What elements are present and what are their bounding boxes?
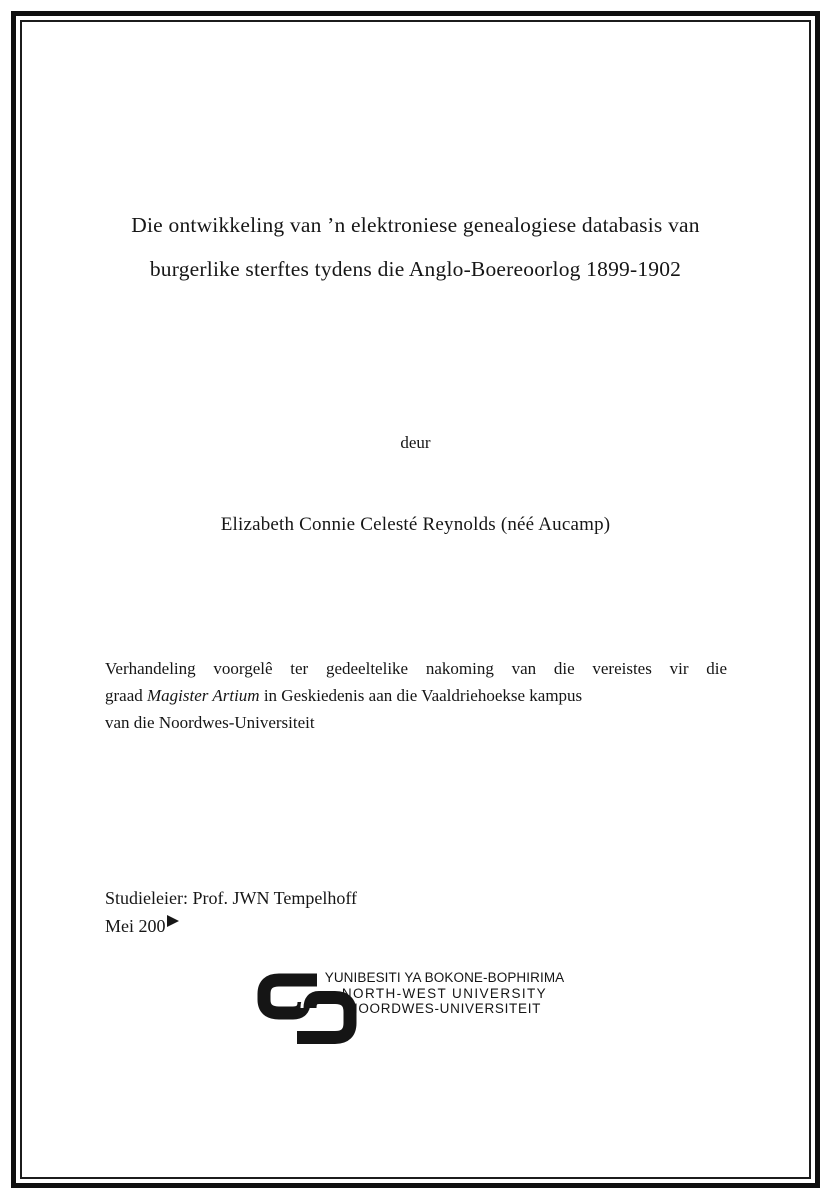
degree-statement-line2-prefix: graad: [105, 686, 148, 705]
degree-statement-line1: Verhandeling voorgelê ter gedeeltelike nakoming van die vereistes vir die: [105, 659, 727, 678]
logo-wordmark-setswana: YUNIBESITI YA BOKONE-BOPHIRIMA: [324, 970, 565, 985]
logo-wordmark: [313, 970, 577, 1017]
thesis-title-line2: burgerlike sterftes tydens die Anglo-Boereoorlog 1899-1902: [149, 257, 682, 281]
date-line: [105, 912, 357, 940]
author-name: Elizabeth Connie Celesté Reynolds (néé Aucamp): [220, 514, 611, 535]
nwu-logo: [255, 968, 577, 1056]
date-prefix: Mei 200: [105, 916, 166, 936]
logo-wordmark-english: NORTH-WEST UNIVERSITY: [341, 985, 548, 1001]
degree-statement-line3: van die Noordwes-Universiteit: [105, 713, 315, 732]
supervisor-line: Studieleier: Prof. JWN Tempelhoff: [105, 888, 358, 908]
distorted-seven-glyph: [166, 912, 180, 927]
degree-statement-line2: [105, 682, 727, 709]
degree-statement-line2-suffix: in Geskiedenis aan die Vaaldriehoekse kampus: [259, 686, 583, 705]
byline-label: deur: [400, 433, 431, 452]
thesis-title: [70, 203, 761, 291]
supervisor-block: [105, 884, 357, 940]
thesis-title-line1: Die ontwikkeling van ’n elektroniese genealogiese databasis van: [131, 213, 700, 237]
logo-wordmark-afrikaans: NOORDWES-UNIVERSITEIT: [347, 1001, 542, 1016]
degree-statement: [105, 655, 727, 736]
degree-name: Magister Artium: [147, 686, 260, 705]
